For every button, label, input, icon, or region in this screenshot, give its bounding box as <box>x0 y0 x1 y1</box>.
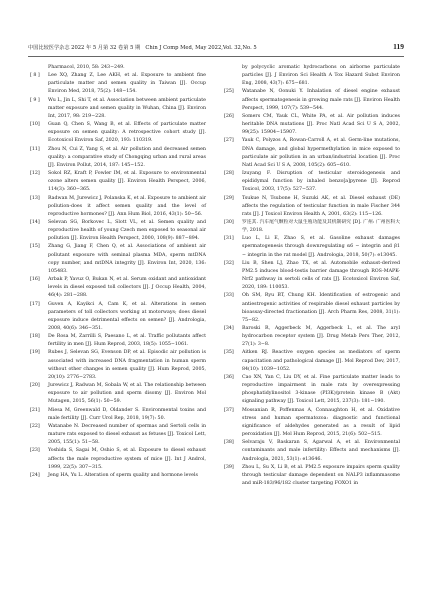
reference-number: [21] <box>30 407 40 413</box>
reference-number: [23] <box>30 448 40 454</box>
reference-number: [ 8 ] <box>30 73 40 79</box>
reference-number: [29] <box>224 195 234 201</box>
reference-number: [33] <box>224 293 234 299</box>
reference-text: Guan Q, Chen S, Wang B, et al. Effects of particulate matter exposure on semen quality: A retrospective cohort study [J]. Ecotoxicol Environ Saf, 2020, 193: 110319. <box>48 122 206 144</box>
reference-number: [28] <box>224 171 234 177</box>
reference-text: Zhou L, Su X, Li B, et al. PM2.5 exposure impairs sperm quality through testicular damage dependent on NALP3 inflammasome and miR-183/96/182 cluster targeting FOXO1 in <box>242 464 400 486</box>
reference-number: [25] <box>224 89 234 95</box>
right-reference-column <box>224 64 400 488</box>
reference-text: Watanabe N. Decreased number of spermas and Sertoli cells in mature rats exposed to diesel exhaust as fetuses [J]. Toxicol Lett, 2005, 155(1): 51−58. <box>48 423 206 446</box>
reference-entry <box>224 88 400 112</box>
reference-entry <box>30 301 206 334</box>
reference-entry <box>30 472 206 480</box>
reference-number: [27] <box>224 138 234 144</box>
reference-entry <box>224 235 400 259</box>
reference-number: [11] <box>30 146 40 152</box>
header-divider <box>28 56 404 57</box>
reference-entry <box>30 333 206 349</box>
reference-text: Lee XQ, Zhang Z, Lee AKH, et al. Exposure to ambient fine particulate matter and semen quality in Taiwan [J]. Occup Environ Med, 2018, 75(2): 148−154. <box>48 73 206 95</box>
reference-entry <box>224 113 400 137</box>
reference-text: Jeng HA, Yu L. Alteration of sperm quality and hormone levels <box>48 472 198 478</box>
journal-running-title: 中国比较医学杂志 2022 年 5 月第 32 卷第 5 期 Chin J Comp Med, May 2022,Vol. 32,No. 5 <box>28 45 257 51</box>
reference-entry <box>30 195 206 219</box>
reference-text: Aitken RJ. Reactive oxygen species as mediators of sperm capacitation and pathological damage [J]. Mol Reprod Dev, 2017, 84(10): 1039−1052. <box>242 350 400 372</box>
reference-text: Mossanian R, Poffenmas A, Connaughton H, et al. Oxidative stress and human spermatozoa: diagnostic and functional significance of aldehydes generated as a result of lipid peroxidation [J]. Mol Hum Reprod, 2015, 21(6): 502−515. <box>242 407 400 438</box>
reference-entry <box>224 374 400 407</box>
reference-number: [31] <box>224 236 234 242</box>
reference-entry <box>224 439 400 463</box>
reference-text: De Rosa M, Zarrilli S, Paesano L, et al. Traffic pollutants affect fertility in men [J]. Hum Reprod, 2003, 18(5): 1055−1061. <box>48 334 206 348</box>
reference-entry <box>30 407 206 423</box>
reference-text: Somers CM, Yauk CL, White PA, et al. Air pollution induces heritable DNA mutations [J]. Proc Natl Acad Sci U S A, 2002, 99(25): 15904−15907. <box>242 113 400 136</box>
reference-entry <box>224 137 400 170</box>
reference-entry <box>224 195 400 219</box>
reference-text: Baroski R, Aggerbeck M, Aggerbeck L, et al. The aryl hydrocarbon receptor system [J]. Drug Metab Pers Ther, 2012, 27(1): 3−8. <box>242 326 400 348</box>
reference-number: [20] <box>30 383 40 389</box>
reference-entry <box>30 243 206 276</box>
reference-entry <box>224 464 400 488</box>
reference-number: [35] <box>224 350 234 356</box>
reference-number: [ 9 ] <box>30 97 40 103</box>
reference-text: Cao XN, Yan C, Liu DY, et al. Fine particulate matter leads to reproductive impairment in male rats by overexpressing phosphatidylinositol 3-kinase (PI3K)/protein kinase B (Akt) signaling pathway [J]. Toxicol Lett, 2015, 237(3): 181−190. <box>242 374 400 405</box>
reference-entry <box>224 170 400 194</box>
reference-number: [39] <box>224 464 234 470</box>
reference-text: Selvaraju V, Baskaran S, Agarwal A, et al. Environmental contaminants and male infertility: Effects and mechanisms [J]. Andrologia, 2021, 53(1): e13646. <box>242 440 400 462</box>
reference-entry <box>30 382 206 406</box>
reference-text: Tsukue N, Tsubone H, Suzuki AK, et al. Diesel exhaust (DE) affects the regulation of testicular function in male Fischer 344 rats [J]. J Toxicol Environ Health A, 2001, 63(2): 115−126. <box>242 195 400 217</box>
reference-text: Miesa M, Greenwald D, Oldander S. Environmental toxins and male fertility [J]. Curr Urol Rep, 2018, 19(7): 50. <box>48 407 206 421</box>
reference-text: Watanabe N, Oonuki Y. Inhalation of diesel engine exhaust affects spermatogenesis in growing male rats [J]. Environ Health Perspect, 1999, 107(7): 539−544. <box>242 89 400 111</box>
reference-text: Luo L, Li E, Zhao S, et al. Gasoline exhaust damages spermatogenesis through downregulating α6 − integrin and β1 − integrin in the rat model [J]. Andrologia, 2018, 50(7): e13045. <box>242 236 400 258</box>
reference-entry <box>224 260 400 293</box>
reference-number: [19] <box>30 350 40 356</box>
reference-entry <box>30 121 206 145</box>
reference-entry <box>224 325 400 349</box>
reference-continuation: Pharmacol, 2010, 58: 243−249. <box>48 65 125 70</box>
page-number: 119 <box>393 42 404 51</box>
reference-entry <box>30 447 206 471</box>
reference-entry <box>224 407 400 440</box>
running-header <box>28 42 404 54</box>
reference-number: [32] <box>224 260 234 266</box>
reference-number: [18] <box>30 334 40 340</box>
reference-text: Sokol RZ, Kraft P, Fowler IM, et al. Exposure to environmental ozone alters semen quality [J]. Environ Health Perspect, 2006, 114(3): 360−365. <box>48 171 206 193</box>
reference-number: [26] <box>224 113 234 119</box>
reference-text: Wu L, Jin L, Shi T, et al. Association between ambient particulate matter exposure and semen quality in Wuhan, China [J]. Environ Int, 2017, 98: 219−228. <box>48 97 206 119</box>
reference-text: Selevan SG, Borkovec L, Slott VL, et al. Semen quality and reproductive health of young Czech men exposed to seasonal air pollution [J]. Environ Health Perspect, 2000, 108(9): 887−894. <box>48 219 206 242</box>
reference-text: Radwan M, Jurewicz J, Polanska K, et al. Exposure to ambient air pollution-does it affect semen quality and the level of reproductive hormones? [J]. Ann Hum Biol, 2016, 43(1): 50−56. <box>48 195 206 217</box>
reference-number: [10] <box>30 122 40 128</box>
reference-text: Oh SM, Ryu BT, Chung KH. Identification of estrogenic and antiestrogenic activities of respirable diesel exhaust particles by bioassay-directed fractionation [J]. Arch Pharm Res, 2008, 31(1): 75−82. <box>242 293 400 323</box>
reference-entry <box>224 219 400 235</box>
reference-number: [24] <box>30 472 40 478</box>
reference-number: [36] <box>224 374 234 380</box>
reference-entry <box>30 349 206 382</box>
reference-text: Yoshida S, Sagai M, Oshio S, et al. Exposure to diesel exhaust affects the male reproductive system of mice [J]. Int J Androl, 1999, 22(5): 307−315. <box>48 448 206 470</box>
reference-entry <box>30 72 206 96</box>
reference-number: [38] <box>224 440 234 446</box>
reference-number: [34] <box>224 326 234 331</box>
reference-number: [17] <box>30 301 40 307</box>
reference-text: Zhang G, Jiang F, Chen Q, et al. Associations of ambient air pollutant exposure with seminal plasma MDA, sperm mtDNA copy number, and mtDNA integrity [J]. Environ Int, 2020, 136: 105483. <box>48 244 206 274</box>
reference-entry <box>224 349 400 373</box>
reference-number: [12] <box>30 171 40 177</box>
reference-text: 罗连其. 汽车尾气颗粒对大鼠生殖功能及其机制研究 [D]. 广州: 广州医科大学, 2018. <box>242 219 400 234</box>
reference-number: [37] <box>224 407 234 413</box>
reference-text: Arbak P, Yavuz O, Bukan N, et al. Serum oxidant and antioxidant levels in diesel exposed toll collectors [J]. J Occup Health, 2004, 46(4): 281−288. <box>48 277 206 299</box>
reference-number: [13] <box>30 195 40 201</box>
reference-text: Liu B, Shen LJ, Zhao TX, et al. Automobile exhaust-derived PM2.5 induces blood-testis barrier damage through ROS-MAPK-Nrf2 pathway in sertoli cells of rats [J]. Ecotoxicol Environ Saf, 2020, 189: 110053. <box>242 260 400 291</box>
reference-entry <box>30 146 206 170</box>
reference-text: Rubes J, Selevan SG, Evenson DP, et al. Episodic air pollution is associated with increased DNA fragmentation in human sperm without other changes in semen quality [J]. Hum Reprod, 2005, 20(10): 2776−2783. <box>48 350 206 380</box>
reference-entry <box>30 423 206 447</box>
reference-number: [15] <box>30 244 40 250</box>
reference-text: Zhou N, Cui Z, Yang S, et al. Air pollution and decreased semen quality: a comparative study of Chongqing urban and rural areas [J]. Environ Pollut, 2014, 187: 145−152. <box>48 146 206 168</box>
reference-entry <box>224 292 400 325</box>
reference-text: Guven A, Kayikci A, Cam K, et al. Alterations in semen parameters of toll collectors working at motorways; does diesel exposure induce detrimental effects on semen? [J]. Andrologia, 2008, 40(6): 346−351. <box>48 301 206 331</box>
reference-continuation: by polycyclic aromatic hydrocarbons on airborne particulate particles [J]. J Environ Sci Health A Tox Hazard Subst Environ Eng, 2008, 43(7): 675−681. <box>242 65 400 87</box>
reference-entry <box>30 219 206 243</box>
reference-number: [14] <box>30 219 40 225</box>
reference-number: [22] <box>30 423 40 429</box>
reference-entry <box>30 170 206 194</box>
reference-number: [16] <box>30 277 40 283</box>
reference-entry <box>30 97 206 121</box>
reference-text: Yauk C, Polyzos A, Rowan-Carroll A, et al. Germ-line mutations, DNA damage, and global hypermethylation in mice exposed to particulate air pollution in an urban/industrial location [J]. Proc Natl Acad Sci U S A, 2008, 105(2): 605−610. <box>242 138 400 168</box>
reference-text: Jurewicz J, Radwan M, Sobala W, et al. The relationship between exposure to air pollution and sperm disomy [J]. Environ Mol Mutagen, 2015, 56(1): 50−59. <box>48 383 206 405</box>
reference-text: Izuyang F. Disruption of testicular steroidogenesis and epididymal function by inhaled benzo[a]pyrene [J]. Reprod Toxicol, 2003, 17(5): 527−537. <box>242 171 400 193</box>
left-reference-column <box>30 64 206 480</box>
reference-number: [30] <box>224 219 234 225</box>
reference-entry <box>30 276 206 300</box>
